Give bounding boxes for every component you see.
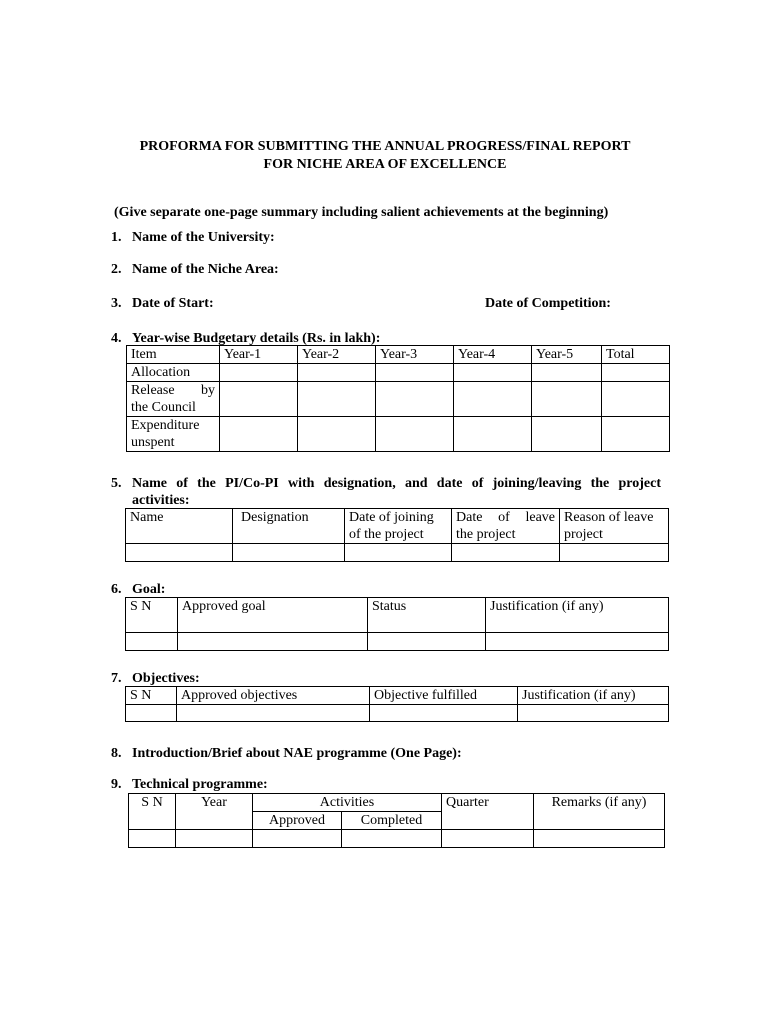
table-cell[interactable] xyxy=(442,830,534,848)
header-year-5: Year-5 xyxy=(532,346,602,364)
table-header-row xyxy=(126,598,669,633)
row-label-release xyxy=(127,382,220,417)
table-cell[interactable] xyxy=(342,830,442,848)
header-line: of the project xyxy=(349,527,424,542)
header-line: Date of joining xyxy=(349,510,434,525)
table-cell[interactable] xyxy=(602,382,670,417)
budget-table xyxy=(126,345,670,452)
section-number: 9. xyxy=(111,777,122,792)
table-cell[interactable] xyxy=(518,705,669,722)
header-year: Year xyxy=(176,794,253,812)
table-cell[interactable] xyxy=(370,705,518,722)
header-reason-of-leave xyxy=(560,509,669,544)
section-label: Name of the University: xyxy=(132,230,275,245)
section-label: Name of the Niche Area: xyxy=(132,262,279,277)
header-justification: Justification (if any) xyxy=(518,687,669,705)
table-cell[interactable] xyxy=(298,382,376,417)
table-header-row xyxy=(129,794,665,812)
header-objective-fulfilled: Objective fulfilled xyxy=(370,687,518,705)
table-cell[interactable] xyxy=(486,633,669,651)
section-number: 4. xyxy=(111,331,122,346)
header-year-3: Year-3 xyxy=(376,346,454,364)
row-label-allocation: Allocation xyxy=(127,364,220,382)
table-cell[interactable] xyxy=(298,417,376,452)
title-line-2: FOR NICHE AREA OF EXCELLENCE xyxy=(263,157,507,172)
header-year-4: Year-4 xyxy=(454,346,532,364)
table-cell[interactable] xyxy=(126,705,177,722)
pi-table xyxy=(125,508,669,562)
header-date-of-leave xyxy=(452,509,560,544)
table-cell[interactable] xyxy=(176,830,253,848)
header-line: Reason of leave xyxy=(564,510,654,525)
header-line: project xyxy=(564,527,603,542)
section-label: Objectives: xyxy=(132,671,200,686)
header-approved-objectives: Approved objectives xyxy=(177,687,370,705)
table-cell[interactable] xyxy=(534,830,665,848)
table-cell[interactable] xyxy=(126,544,233,562)
section-pi xyxy=(111,475,661,509)
header-sn: S N xyxy=(129,794,176,830)
objectives-table xyxy=(125,686,669,722)
row-label-line: Expenditure xyxy=(131,418,200,433)
header-year-2: Year-2 xyxy=(298,346,376,364)
header-item: Item xyxy=(127,346,220,364)
section-label-line: activities: xyxy=(132,493,190,508)
table-cell[interactable] xyxy=(178,633,368,651)
section-number: 6. xyxy=(111,582,122,597)
table-row xyxy=(126,705,669,722)
table-cell[interactable] xyxy=(452,544,560,562)
section-number: 7. xyxy=(111,671,122,686)
header-total: Total xyxy=(602,346,670,364)
table-cell[interactable] xyxy=(454,382,532,417)
section-label: Introduction/Brief about NAE programme (One Page): xyxy=(132,746,462,761)
table-cell[interactable] xyxy=(177,705,370,722)
technical-programme-table xyxy=(128,793,665,848)
table-cell[interactable] xyxy=(376,382,454,417)
table-cell[interactable] xyxy=(220,417,298,452)
section-label: Goal: xyxy=(132,582,166,597)
page-title xyxy=(0,138,770,174)
table-cell[interactable] xyxy=(253,830,342,848)
section-label xyxy=(132,475,661,509)
row-label-line: Release by xyxy=(131,383,215,398)
table-cell[interactable] xyxy=(376,417,454,452)
table-cell[interactable] xyxy=(129,830,176,848)
section-number: 3. xyxy=(111,296,122,311)
table-cell[interactable] xyxy=(454,417,532,452)
header-year-1: Year-1 xyxy=(220,346,298,364)
title-line-1: PROFORMA FOR SUBMITTING THE ANNUAL PROGRESS/FINAL REPORT xyxy=(139,139,631,154)
table-cell xyxy=(176,812,253,830)
table-row xyxy=(127,364,670,382)
section-number: 1. xyxy=(111,230,122,245)
section-label: Date of Start: xyxy=(132,296,214,311)
row-label-line: unspent xyxy=(131,435,175,450)
table-cell[interactable] xyxy=(345,544,452,562)
section-number: 8. xyxy=(111,746,122,761)
table-cell[interactable] xyxy=(454,364,532,382)
header-designation xyxy=(233,509,345,544)
header-approved-goal: Approved goal xyxy=(178,598,368,633)
table-cell[interactable] xyxy=(532,417,602,452)
section-number: 5. xyxy=(111,476,122,491)
table-header-row xyxy=(126,687,669,705)
header-line: the project xyxy=(456,527,516,542)
header-status: Status xyxy=(368,598,486,633)
section-label-line: Name of the PI/Co-PI with designation, and date of joining/leaving the project xyxy=(132,476,661,491)
section-label: Technical programme: xyxy=(132,777,268,792)
header-activities: Activities xyxy=(253,794,442,812)
row-label-expenditure xyxy=(127,417,220,452)
section-number: 2. xyxy=(111,262,122,277)
table-row xyxy=(127,382,670,417)
table-cell[interactable] xyxy=(532,382,602,417)
table-header-row xyxy=(126,509,669,544)
goal-table xyxy=(125,597,669,651)
section-label: Year-wise Budgetary details (Rs. in lakh): xyxy=(132,331,381,346)
table-row xyxy=(129,830,665,848)
header-justification: Justification (if any) xyxy=(486,598,669,633)
header-sn: S N xyxy=(126,687,177,705)
header-designation-text: Designation xyxy=(241,510,309,525)
table-cell[interactable] xyxy=(560,544,669,562)
header-name: Name xyxy=(126,509,233,544)
table-cell[interactable] xyxy=(126,633,178,651)
table-cell[interactable] xyxy=(298,364,376,382)
table-row xyxy=(126,633,669,651)
table-cell[interactable] xyxy=(368,633,486,651)
header-sn: S N xyxy=(126,598,178,633)
table-cell[interactable] xyxy=(233,544,345,562)
table-cell[interactable] xyxy=(532,364,602,382)
row-label-line: the Council xyxy=(131,400,196,415)
header-completed: Completed xyxy=(342,812,442,830)
header-quarter: Quarter xyxy=(442,794,534,830)
header-line: Date of leave xyxy=(456,510,555,525)
summary-note: (Give separate one-page summary including salient achievements at the beginning) xyxy=(114,205,609,220)
header-remarks: Remarks (if any) xyxy=(534,794,665,830)
header-date-of-joining xyxy=(345,509,452,544)
header-approved: Approved xyxy=(253,812,342,830)
table-row xyxy=(127,417,670,452)
table-cell[interactable] xyxy=(602,417,670,452)
table-cell[interactable] xyxy=(602,364,670,382)
table-cell[interactable] xyxy=(220,382,298,417)
table-cell[interactable] xyxy=(376,364,454,382)
table-row xyxy=(126,544,669,562)
table-cell[interactable] xyxy=(220,364,298,382)
table-header-row xyxy=(127,346,670,364)
completion-date-label: Date of Competition: xyxy=(485,296,611,311)
